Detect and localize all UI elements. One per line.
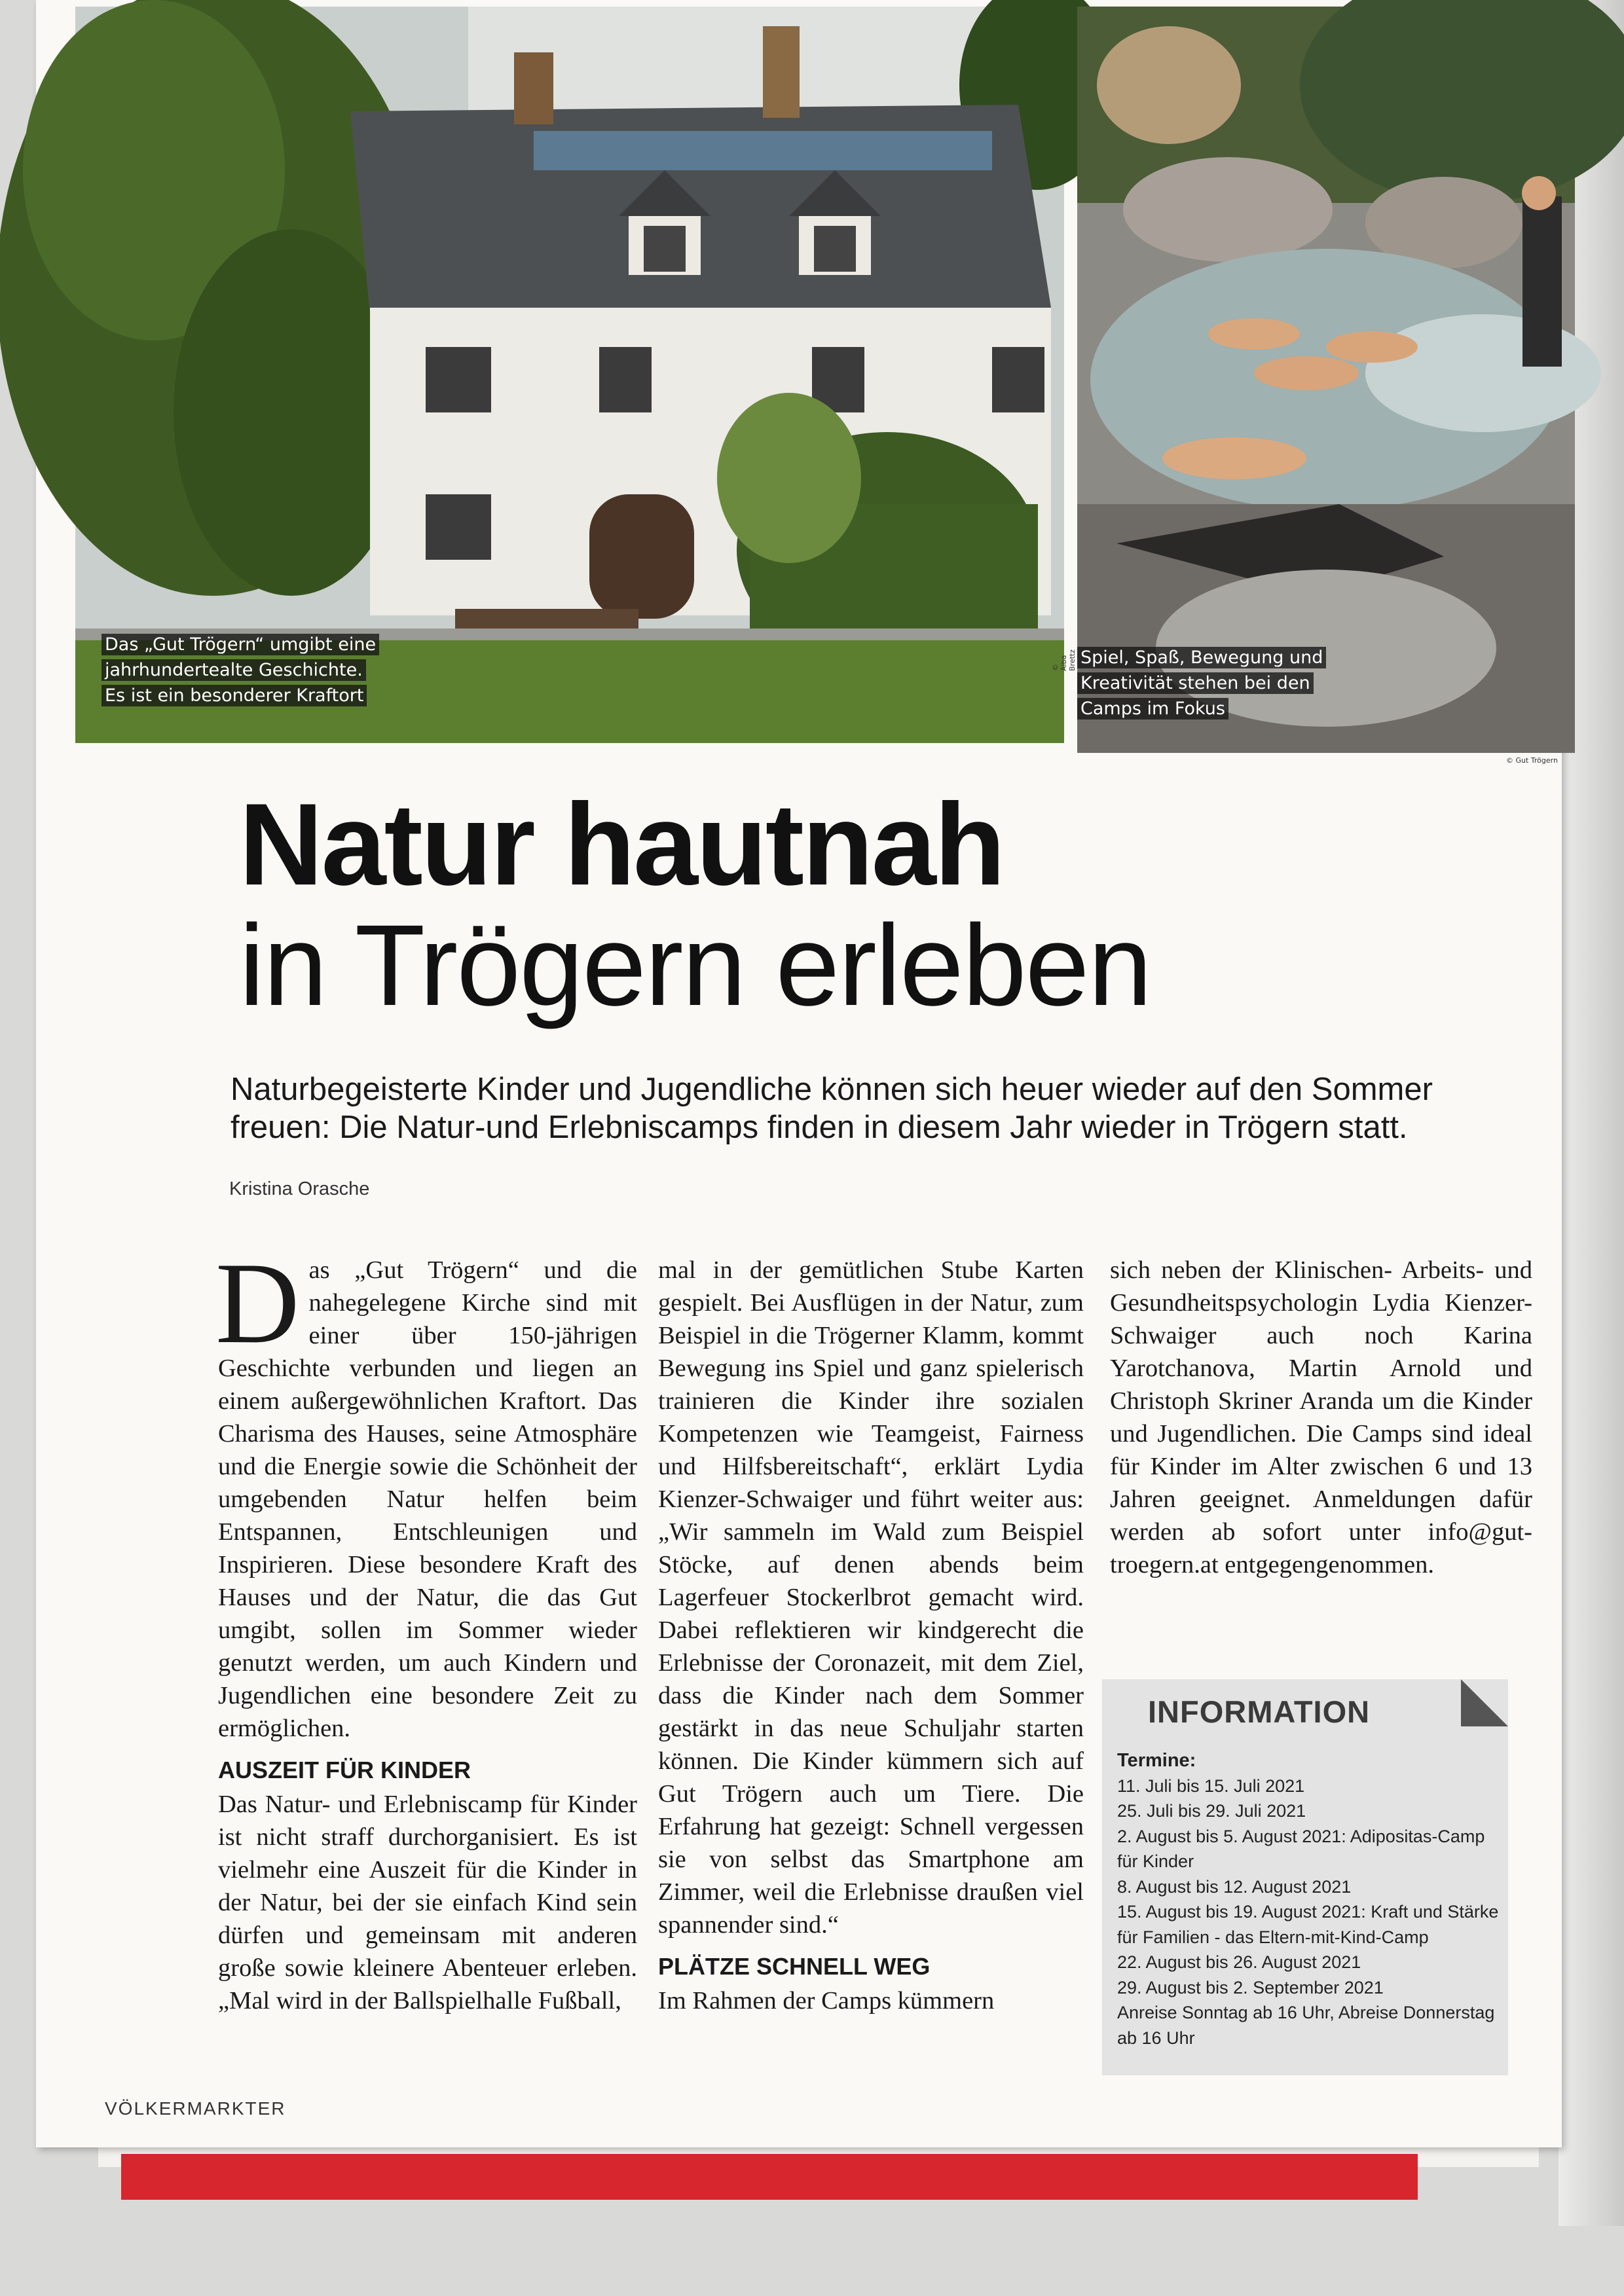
photo-credit-right: © Gut Trögern xyxy=(1506,756,1558,765)
house-caption: Das „Gut Trögern“ umgibt eine jahrhundertealte Geschichte. Es ist ein besonderer Kraftort xyxy=(101,632,379,708)
date-item: Anreise Sonntag ab 16 Uhr, Abreise Donnerstag ab 16 Uhr xyxy=(1117,2003,1495,2048)
date-item: 29. August bis 2. September 2021 xyxy=(1117,1977,1384,1997)
paragraph-quote: mal in der gemütlichen Stube Karten gespielt. Bei Ausflügen in der Natur, zum Beispiel in die Trögerner Klamm, kommt Bewegung ins Spiel und ganz spielerisch trainieren die Kinder ihre sozialen Kompetenzen wie Teamgeist, Fairness und Hilfsbereitschaft“, erklärt Lydia Kienzer-Schwaiger und führt weiter aus: „Wir sammeln im Wald zum Beispiel Stöcke, auf denen abends beim Lagerfeuer Stockerlbrot gemacht wird. Dabei reflektieren wir kindgerecht die Erlebnisse der Coronazeit, mit dem Ziel, dass die Kinder nach dem Sommer gestärkt in das neue Schuljahr starten können. Die Kinder kümmern sich auf Gut Trögern auch um Tiere. Die Erfahrung hat gezeigt: Schnell vergessen sie von selbst das Smartphone am Zimmer, weil die Erlebnisse draußen viel spannender sind.“ xyxy=(658,1256,1084,1939)
body-column-1 xyxy=(215,1238,637,2017)
information-box xyxy=(1102,1679,1508,2075)
lead-paragraph: Naturbegeisterte Kinder und Jugendliche können sich heuer wieder auf den Sommer freuen: Die Natur-und Erlebniscamps finden in diesem Jahr wieder in Trögern statt. xyxy=(231,1072,1433,1145)
paragraph-intro: Das „Gut Trögern“ und die nahegelegene Kirche sind mit einer über 150-jährigen Geschichte verbunden und liegen an einem außergewöhnlichen Kraftort. Das Charisma des Hauses, seine Atmosphäre und die Energie sowie die Schönheit der umgebenden Natur helfen beim Entspannen, Entschleunigen und Inspirieren. Diese besondere Kraft des Hauses und der Natur, die das Gut umgibt, sollen im Sommer wieder genutzt werden, um auch Kindern und Jugendlichen eine besondere Zeit zu ermöglichen. xyxy=(215,1238,637,1742)
body-column-3 xyxy=(1110,1254,1532,1581)
paragraph-plaetze-end: sich neben der Klinischen- Arbeits- und Gesundheitspsychologin Lydia Kienzer-Schwaiger auch noch Karina Yarotchanova, Martin Arnold und Christoph Skriner Aranda um die Kinder und Jugendlichen. Die Camps sind ideal für Kinder im Alter zwischen 6 und 13 Jahren geeignet. Anmeldungen dafür werden ab sofort unter info@gut-troegern.at entgegengenommen. xyxy=(1110,1256,1532,1578)
red-cover-strip xyxy=(121,2154,1418,2200)
paragraph-auszeit: Das Natur- und Erlebniscamp für Kinder ist nicht straff durchorganisiert. Es ist vielmehr eine Auszeit für die Kinder in der Natur, bei der sie einfach Kind sein dürfen und gemeinsam mit anderen große sowie kleinere Abenteuer erleben. „Mal wird in der Ballspielhalle Fußball, xyxy=(218,1791,637,2014)
section-heading-plaetze: PLÄTZE SCHNELL WEG xyxy=(658,1953,931,1980)
photo-credit-left: © Aiba Brettz xyxy=(1051,649,1077,671)
dates-list xyxy=(1117,1748,1500,2050)
section-heading-auszeit: AUSZEIT FÜR KINDER xyxy=(218,1757,471,1783)
headline: Natur hautnah xyxy=(239,779,1004,909)
date-item: 2. August bis 5. August 2021: Adipositas-Camp für Kinder xyxy=(1117,1826,1485,1871)
kids-caption: Spiel, Spaß, Bewegung und Kreativität stehen bei den Camps im Fokus xyxy=(1077,645,1326,721)
house-photo xyxy=(75,7,1077,743)
date-item: 15. August bis 19. August 2021: Kraft und Stärke für Familien - das Eltern-mit-Kind-Camp xyxy=(1117,1902,1499,1947)
corner-triangle-icon xyxy=(1461,1679,1508,1726)
publication-footer: VÖLKERMARKTER xyxy=(105,2098,286,2119)
author-byline: Kristina Orasche xyxy=(229,1178,370,1199)
date-item: 25. Juli bis 29. Juli 2021 xyxy=(1117,1801,1306,1821)
dates-label: Termine: xyxy=(1117,1750,1196,1771)
drop-cap: D xyxy=(215,1238,300,1368)
kids-illustration xyxy=(1077,7,1575,753)
information-title: INFORMATION xyxy=(1148,1694,1371,1729)
date-item: 22. August bis 26. August 2021 xyxy=(1117,1952,1361,1972)
date-item: 8. August bis 12. August 2021 xyxy=(1117,1876,1352,1897)
kids-photo xyxy=(1077,7,1575,753)
paragraph-plaetze-start: Im Rahmen der Camps kümmern xyxy=(658,1987,995,2014)
date-item: 11. Juli bis 15. Juli 2021 xyxy=(1117,1776,1305,1796)
body-column-2 xyxy=(658,1254,1084,2017)
subheadline: in Trögern erleben xyxy=(239,902,1151,1030)
